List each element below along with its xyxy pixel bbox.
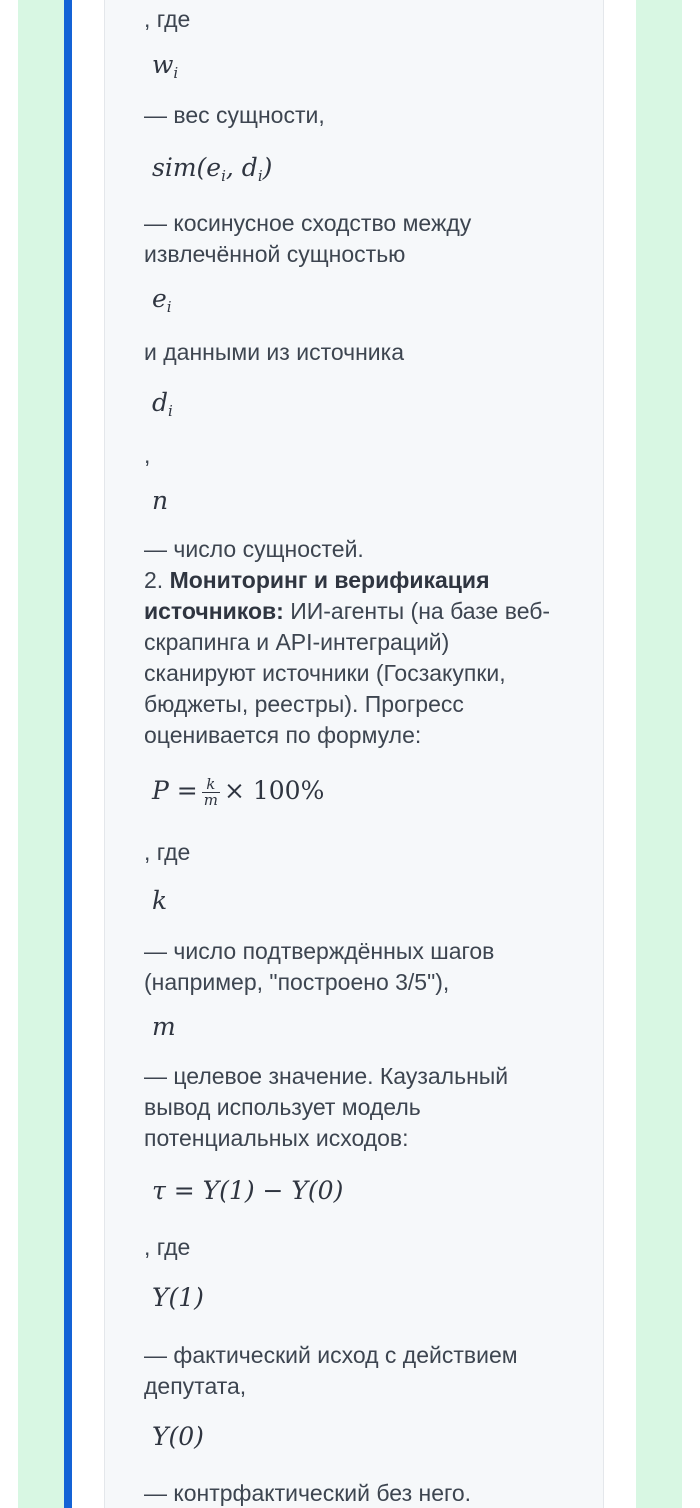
text-confirmed-steps: — число подтверждённых шагов (например, "построено 3/5"), xyxy=(144,938,495,995)
formula-progress-denominator: m xyxy=(203,791,218,809)
formula-sim-part-c: ) xyxy=(262,153,273,182)
list-item-2-title: Мониторинг и верификация источников: xyxy=(144,567,490,624)
formula-e-i xyxy=(152,284,172,322)
text-comma: , xyxy=(144,442,151,468)
outer-margin-right xyxy=(682,0,700,1508)
formula-sim-sub-2: i xyxy=(257,167,263,185)
formula-sim xyxy=(152,153,272,191)
formula-y0: Y(0) xyxy=(152,1422,204,1451)
formula-d-i-sub: i xyxy=(168,402,173,420)
text-cosine: — косинусное сходство между извлечённой сущностью xyxy=(144,210,472,267)
list-item-2-text: ИИ-агенты (на базе веб-скрапинга и API-интеграций) сканируют источники (Госзакупки, бюджеты, реестры). Прогресс оценивается по формуле: xyxy=(144,598,551,748)
formula-sim-sub-1: i xyxy=(221,167,226,185)
formula-e-i-sub: i xyxy=(166,298,172,316)
formula-progress-numerator: k xyxy=(202,777,220,793)
outer-margin-left xyxy=(0,0,18,1508)
formula-tau: τ = Y(1) − Y(0) xyxy=(152,1176,344,1205)
text-target-value: — целевое значение. Каузальный вывод использует модель потенциальных исходов: xyxy=(144,1063,509,1151)
text-and-data: и данными из источника xyxy=(144,339,405,365)
formula-w-i-sub: i xyxy=(173,64,179,82)
formula-d-i xyxy=(152,388,173,426)
formula-sim-part-b: , d xyxy=(225,153,258,182)
formula-w-i xyxy=(152,50,178,88)
formula-progress-fraction xyxy=(202,777,220,808)
text-where-2: , где xyxy=(144,839,191,865)
text-counterfactual: — контрфактический без него. xyxy=(144,1480,472,1506)
formula-w-i-base: w xyxy=(152,50,174,79)
formula-progress-left: P = xyxy=(152,776,198,805)
text-factual-outcome: — фактический исход с действием депутата, xyxy=(144,1342,518,1399)
formula-progress-right: × 100% xyxy=(223,776,325,805)
formula-n: n xyxy=(152,486,169,515)
formula-progress xyxy=(152,776,324,808)
formula-m: m xyxy=(152,1012,176,1041)
text-where-3: , где xyxy=(144,1234,191,1260)
formula-sim-part-a: sim(e xyxy=(152,153,222,182)
formula-k: k xyxy=(152,886,168,915)
formula-y1: Y(1) xyxy=(152,1283,204,1312)
text-weight: — вес сущности, xyxy=(144,102,325,128)
text-entity-count: — число сущностей. xyxy=(144,536,364,562)
text-where-1: , где xyxy=(144,6,191,32)
list-item-2 xyxy=(144,565,564,751)
formula-d-i-base: d xyxy=(152,388,169,417)
list-item-2-number: 2. xyxy=(144,567,170,593)
quote-accent-bar xyxy=(64,0,72,1508)
formula-e-i-base: e xyxy=(152,284,167,313)
